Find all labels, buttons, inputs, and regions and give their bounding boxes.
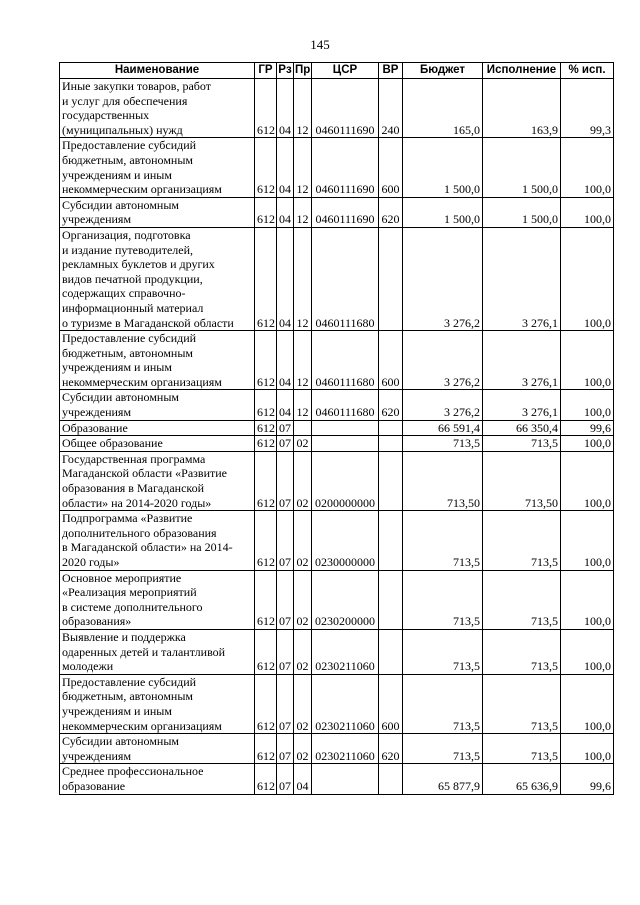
- cell-pr: 12: [294, 331, 312, 390]
- table-row: [60, 138, 614, 197]
- header-gr: ГР: [255, 63, 277, 79]
- cell-rz: 04: [277, 227, 294, 330]
- cell-name: Основное мероприятие «Реализация мероприятий в системе дополнительного образования»: [60, 570, 255, 629]
- cell-execution: 713,5: [483, 436, 561, 452]
- cell-csr: 0230211060: [312, 629, 379, 674]
- cell-name: Предоставление субсидий бюджетным, автономным учреждениям и иным некоммерческим организациям: [60, 331, 255, 390]
- cell-pr: 12: [294, 197, 312, 227]
- header-pr: Пр: [294, 63, 312, 79]
- cell-gr: 612: [255, 674, 277, 733]
- cell-budget: 3 276,2: [403, 331, 483, 390]
- cell-percent: 99,6: [561, 764, 614, 794]
- cell-csr: [312, 764, 379, 794]
- cell-percent: 100,0: [561, 138, 614, 197]
- cell-budget: 65 877,9: [403, 764, 483, 794]
- cell-execution: 713,50: [483, 451, 561, 510]
- cell-vr: [379, 420, 403, 436]
- cell-pr: 02: [294, 436, 312, 452]
- cell-gr: 612: [255, 436, 277, 452]
- cell-budget: 713,50: [403, 451, 483, 510]
- cell-vr: [379, 629, 403, 674]
- cell-csr: [312, 420, 379, 436]
- cell-name: Образование: [60, 420, 255, 436]
- cell-pr: 02: [294, 674, 312, 733]
- table-row: [60, 629, 614, 674]
- cell-vr: [379, 570, 403, 629]
- cell-rz: 07: [277, 629, 294, 674]
- table-row: [60, 331, 614, 390]
- cell-percent: 100,0: [561, 390, 614, 420]
- cell-name: Субсидии автономным учреждениям: [60, 197, 255, 227]
- table-body: [60, 79, 614, 795]
- table-row: [60, 570, 614, 629]
- cell-pr: 12: [294, 390, 312, 420]
- cell-name: Общее образование: [60, 436, 255, 452]
- cell-budget: 165,0: [403, 79, 483, 138]
- cell-budget: 3 276,2: [403, 390, 483, 420]
- table-row: [60, 420, 614, 436]
- cell-vr: [379, 511, 403, 570]
- cell-execution: 713,5: [483, 570, 561, 629]
- cell-execution: 713,5: [483, 734, 561, 764]
- cell-gr: 612: [255, 331, 277, 390]
- table-row: [60, 674, 614, 733]
- cell-budget: 713,5: [403, 629, 483, 674]
- cell-pr: [294, 420, 312, 436]
- cell-budget: 1 500,0: [403, 138, 483, 197]
- cell-gr: 612: [255, 227, 277, 330]
- header-vr: ВР: [379, 63, 403, 79]
- cell-percent: 100,0: [561, 511, 614, 570]
- cell-gr: 612: [255, 570, 277, 629]
- cell-execution: 3 276,1: [483, 331, 561, 390]
- cell-rz: 07: [277, 436, 294, 452]
- cell-csr: 0200000000: [312, 451, 379, 510]
- cell-pr: 02: [294, 629, 312, 674]
- cell-percent: 100,0: [561, 629, 614, 674]
- cell-csr: 0460111680: [312, 227, 379, 330]
- cell-percent: 100,0: [561, 436, 614, 452]
- cell-csr: 0460111680: [312, 390, 379, 420]
- cell-execution: 1 500,0: [483, 138, 561, 197]
- cell-csr: 0230211060: [312, 674, 379, 733]
- cell-percent: 99,6: [561, 420, 614, 436]
- cell-gr: 612: [255, 420, 277, 436]
- table-row: [60, 197, 614, 227]
- cell-execution: 1 500,0: [483, 197, 561, 227]
- header-csr: ЦСР: [312, 63, 379, 79]
- cell-vr: 620: [379, 390, 403, 420]
- header-budget: Бюджет: [403, 63, 483, 79]
- cell-pr: 04: [294, 764, 312, 794]
- cell-name: Выявление и поддержка одаренных детей и талантливой молодежи: [60, 629, 255, 674]
- cell-rz: 04: [277, 79, 294, 138]
- cell-vr: 600: [379, 674, 403, 733]
- cell-gr: 612: [255, 734, 277, 764]
- cell-csr: 0230000000: [312, 511, 379, 570]
- cell-name: Подпрограмма «Развитие дополнительного образования в Магаданской области» на 2014- 2020 годы»: [60, 511, 255, 570]
- cell-budget: 713,5: [403, 570, 483, 629]
- cell-name: Предоставление субсидий бюджетным, автономным учреждениям и иным некоммерческим организациям: [60, 674, 255, 733]
- cell-vr: 620: [379, 734, 403, 764]
- cell-budget: 713,5: [403, 436, 483, 452]
- cell-vr: [379, 227, 403, 330]
- table-row: [60, 451, 614, 510]
- cell-gr: 612: [255, 79, 277, 138]
- cell-vr: 600: [379, 331, 403, 390]
- cell-rz: 04: [277, 197, 294, 227]
- cell-name: Государственная программа Магаданской области «Развитие образования в Магаданской области» на 2014-2020 годы»: [60, 451, 255, 510]
- cell-rz: 07: [277, 734, 294, 764]
- cell-vr: [379, 436, 403, 452]
- cell-rz: 07: [277, 674, 294, 733]
- cell-csr: 0230211060: [312, 734, 379, 764]
- cell-rz: 07: [277, 570, 294, 629]
- cell-gr: 612: [255, 511, 277, 570]
- cell-csr: [312, 436, 379, 452]
- cell-execution: 65 636,9: [483, 764, 561, 794]
- cell-gr: 612: [255, 390, 277, 420]
- cell-rz: 07: [277, 451, 294, 510]
- table-row: [60, 511, 614, 570]
- cell-gr: 612: [255, 197, 277, 227]
- cell-vr: 600: [379, 138, 403, 197]
- cell-csr: 0460111680: [312, 331, 379, 390]
- page-number: 145: [310, 37, 330, 52]
- cell-execution: 66 350,4: [483, 420, 561, 436]
- cell-gr: 612: [255, 629, 277, 674]
- table-row: [60, 390, 614, 420]
- cell-execution: 3 276,1: [483, 227, 561, 330]
- header-rz: Рз: [277, 63, 294, 79]
- table-row: [60, 764, 614, 794]
- cell-budget: 1 500,0: [403, 197, 483, 227]
- cell-execution: 163,9: [483, 79, 561, 138]
- cell-gr: 612: [255, 451, 277, 510]
- cell-name: Среднее профессиональное образование: [60, 764, 255, 794]
- cell-pr: 02: [294, 734, 312, 764]
- cell-rz: 07: [277, 764, 294, 794]
- table-row: [60, 227, 614, 330]
- cell-pr: 02: [294, 451, 312, 510]
- cell-budget: 713,5: [403, 674, 483, 733]
- cell-pr: 12: [294, 79, 312, 138]
- cell-rz: 07: [277, 511, 294, 570]
- cell-name: Организация, подготовка и издание путеводителей, рекламных буклетов и других видов печатной продукции, содержащих справочно- информационный материал о туризме в Магаданской области: [60, 227, 255, 330]
- cell-pr: 02: [294, 570, 312, 629]
- cell-name: Субсидии автономным учреждениям: [60, 734, 255, 764]
- cell-execution: 713,5: [483, 629, 561, 674]
- budget-table: [59, 62, 614, 795]
- cell-execution: 3 276,1: [483, 390, 561, 420]
- table-row: [60, 436, 614, 452]
- cell-rz: 04: [277, 138, 294, 197]
- cell-pr: 12: [294, 138, 312, 197]
- cell-percent: 100,0: [561, 331, 614, 390]
- cell-pr: 02: [294, 511, 312, 570]
- cell-vr: 240: [379, 79, 403, 138]
- cell-percent: 100,0: [561, 197, 614, 227]
- cell-csr: 0230200000: [312, 570, 379, 629]
- cell-gr: 612: [255, 138, 277, 197]
- cell-percent: 99,3: [561, 79, 614, 138]
- cell-budget: 713,5: [403, 734, 483, 764]
- cell-vr: [379, 764, 403, 794]
- cell-execution: 713,5: [483, 511, 561, 570]
- cell-pr: 12: [294, 227, 312, 330]
- cell-name: Предоставление субсидий бюджетным, автономным учреждениям и иным некоммерческим организациям: [60, 138, 255, 197]
- cell-budget: 3 276,2: [403, 227, 483, 330]
- cell-rz: 04: [277, 331, 294, 390]
- cell-gr: 612: [255, 764, 277, 794]
- header-percent: % исп.: [561, 63, 614, 79]
- cell-csr: 0460111690: [312, 197, 379, 227]
- cell-percent: 100,0: [561, 734, 614, 764]
- cell-execution: 713,5: [483, 674, 561, 733]
- cell-csr: 0460111690: [312, 79, 379, 138]
- cell-percent: 100,0: [561, 570, 614, 629]
- header-execution: Исполнение: [483, 63, 561, 79]
- cell-vr: [379, 451, 403, 510]
- table-row: [60, 79, 614, 138]
- table-row: [60, 734, 614, 764]
- cell-percent: 100,0: [561, 674, 614, 733]
- cell-budget: 713,5: [403, 511, 483, 570]
- cell-percent: 100,0: [561, 227, 614, 330]
- cell-percent: 100,0: [561, 451, 614, 510]
- cell-name: Субсидии автономным учреждениям: [60, 390, 255, 420]
- cell-vr: 620: [379, 197, 403, 227]
- header-row: [60, 63, 614, 79]
- cell-budget: 66 591,4: [403, 420, 483, 436]
- cell-name: Иные закупки товаров, работ и услуг для обеспечения государственных (муниципальных) нужд: [60, 79, 255, 138]
- header-name: Наименование: [60, 63, 255, 79]
- cell-rz: 04: [277, 390, 294, 420]
- cell-csr: 0460111690: [312, 138, 379, 197]
- cell-rz: 07: [277, 420, 294, 436]
